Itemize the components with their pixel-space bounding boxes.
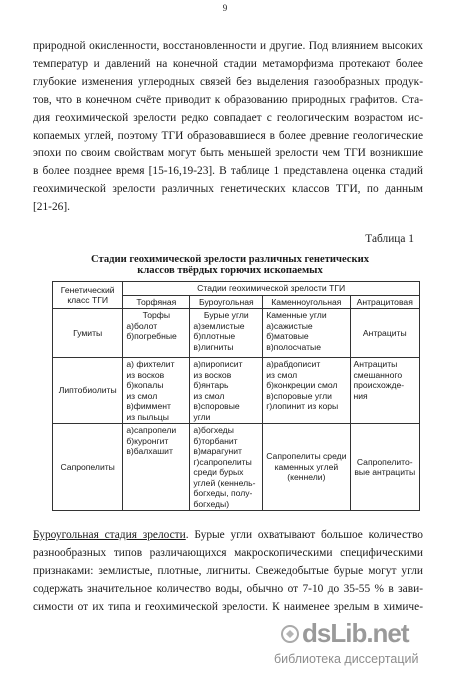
cell-line: б)плотные (193, 331, 236, 341)
table-row (53, 309, 420, 358)
class-cell: Гумиты (53, 309, 123, 358)
table-cell (350, 424, 420, 511)
cell-line: среди бурых (193, 467, 244, 477)
watermark (274, 618, 444, 670)
text-line: копаемых углей, поэтому ТГИ образовавшиеся в более древние геологические (33, 129, 423, 142)
cell-line: каменных углей (274, 461, 339, 472)
body-paragraph-1 (33, 38, 423, 217)
header-class-text: Генетический (60, 284, 115, 295)
cell-line: Торфы (142, 310, 171, 320)
maturity-table (52, 281, 420, 511)
text-run: . Бурые угли охватывают большое количество (185, 529, 424, 541)
cell-line: б)матовые (266, 331, 309, 341)
table-row (53, 358, 420, 424)
table-cell (190, 358, 263, 424)
cell-line: происхожде- (353, 380, 405, 390)
text-line: симости от их типа и геохимической зрелости. К наименее зрелым в химиче- (33, 600, 423, 613)
library-logo-icon (280, 624, 300, 644)
text-line: признаками: землистые, плотные, лигниты. Свежедобытые бурые могут угли (33, 564, 423, 577)
table-cell (123, 424, 190, 511)
cell-line: б)торбанит (193, 435, 238, 446)
table-cell (350, 358, 420, 424)
cell-line: а)пирописит (193, 359, 243, 369)
table-row (53, 424, 420, 511)
cell-line: а) фихтелит (126, 359, 175, 369)
cell-line: б)копалы (126, 380, 164, 390)
text-line: геохимической зрелости различных генетических классов ТГИ, по данным (33, 183, 423, 196)
cell-line: Каменные угли (266, 310, 327, 320)
cell-line: а)богхеды (193, 425, 234, 435)
section-lead: Буроугольная стадия зрелости (33, 529, 186, 541)
cell-line: в)фиммент (126, 401, 171, 411)
watermark-subtitle: библиотека диссертаций (274, 652, 419, 666)
cell-line: б)конкреции смол (266, 380, 338, 390)
cell-line: Сапропелиты среди (266, 451, 347, 462)
cell-line: б)куронгит (126, 435, 169, 446)
cell-line: (кеннели) (287, 472, 326, 483)
cell-line: а)рабдописит (266, 359, 321, 369)
cell-line: вые антрациты (354, 467, 416, 477)
text-line: содержать значительное количество воды, обычно от 7-10 до 35-55 % в зави- (33, 582, 423, 595)
cell-line: Бурые угли (203, 310, 249, 320)
cell-line: б)погребные (126, 331, 177, 341)
stage-header: Торфяная (123, 295, 190, 309)
table-cell (190, 424, 263, 511)
table-title-line: классов твёрдых горючих ископаемых (137, 265, 323, 276)
cell-line: б)янтарь (193, 380, 229, 390)
table-cell (263, 309, 350, 358)
table-cell (123, 309, 190, 358)
cell-line: в)полосчатые (266, 341, 321, 352)
header-class-text: класс ТГИ (67, 295, 109, 305)
class-cell: Сапропелиты (53, 424, 123, 511)
cell-line: из восков (126, 369, 165, 380)
text-line: природной окисленности, восстановленности и другие. Под влиянием высоких (33, 40, 423, 52)
cell-line: углей (кеннель- (193, 477, 256, 488)
text-line: в более позднее время [15-16,19-23]. В таблице 1 представлена оценка стадий (33, 165, 423, 178)
stage-header: Буроугольная (190, 295, 263, 309)
cell-line: смешанного (353, 369, 403, 380)
cell-line: из смол (266, 369, 298, 380)
body-paragraph-2 (33, 527, 423, 617)
table-title (60, 254, 400, 276)
cell-line: в)балхашит (126, 446, 173, 456)
header-group-cell: Стадии геохимической зрелости ТГИ (123, 282, 420, 296)
watermark-logo: dsLib.net (302, 618, 409, 648)
text-line: тов, что в конечном счёте приводит к образованию природных графитов. Ста- (33, 93, 423, 106)
stage-header: Антрацитовая (350, 295, 420, 309)
text-line (33, 527, 423, 545)
cell-line: из пыльцы (126, 411, 169, 422)
text-line: глубокие изменения углеродных связей без выделения газообразных продук- (33, 75, 423, 88)
table-cell (263, 358, 350, 424)
cell-line: г)лопинит из коры (266, 401, 339, 411)
cell-line: угли (193, 411, 211, 422)
cell-line: в)споровые угли (266, 390, 332, 401)
cell-line: богхеды) (193, 498, 230, 509)
table-number: Таблица 1 (365, 233, 414, 245)
cell-line: из смол (126, 390, 158, 401)
page-number: 9 (222, 3, 228, 13)
cell-line: из смол (193, 390, 225, 401)
table-cell (123, 358, 190, 424)
table-title-line: Стадии геохимической зрелости различных генетических (90, 254, 370, 265)
class-cell: Липтобиолиты (53, 358, 123, 424)
text-line: [21-26]. (33, 201, 71, 214)
cell-line: а)болот (126, 320, 158, 331)
cell-line: Антрациты (362, 327, 407, 338)
cell-line: в)лигниты (193, 341, 234, 352)
stage-header: Каменноугольная (263, 295, 350, 309)
cell-line: ния (353, 390, 368, 401)
cell-line: Антрациты (353, 359, 398, 369)
cell-line: Сапропелито- (356, 456, 413, 467)
cell-line: а)сажистые (266, 320, 313, 331)
cell-line: богхеды, полу- (193, 488, 253, 498)
cell-line: из восков (193, 369, 232, 380)
text-line: разнообразных типов различающихся макроскопическими специфическими (33, 546, 423, 559)
table-cell (190, 309, 263, 358)
table-cell (263, 424, 350, 511)
cell-line: в)марагунит (193, 446, 242, 456)
cell-line: а)землистые (193, 320, 245, 331)
table-cell (350, 309, 420, 358)
text-line: эпохи по своим свойствам могут быть меньшей зрелости чем ТГИ возникшие (33, 147, 423, 160)
cell-line: в)споровые (193, 401, 240, 411)
text-line: дия геохимической зрелости редко совпадает с геологическим возрастом ис- (33, 111, 423, 124)
header-class-cell (53, 282, 123, 309)
cell-line: г)сапропелиты (193, 456, 252, 467)
text-line: температур и давлений на конечной стадии метаморфизма протекают более (33, 57, 423, 70)
cell-line: а)сапропели (126, 425, 177, 435)
